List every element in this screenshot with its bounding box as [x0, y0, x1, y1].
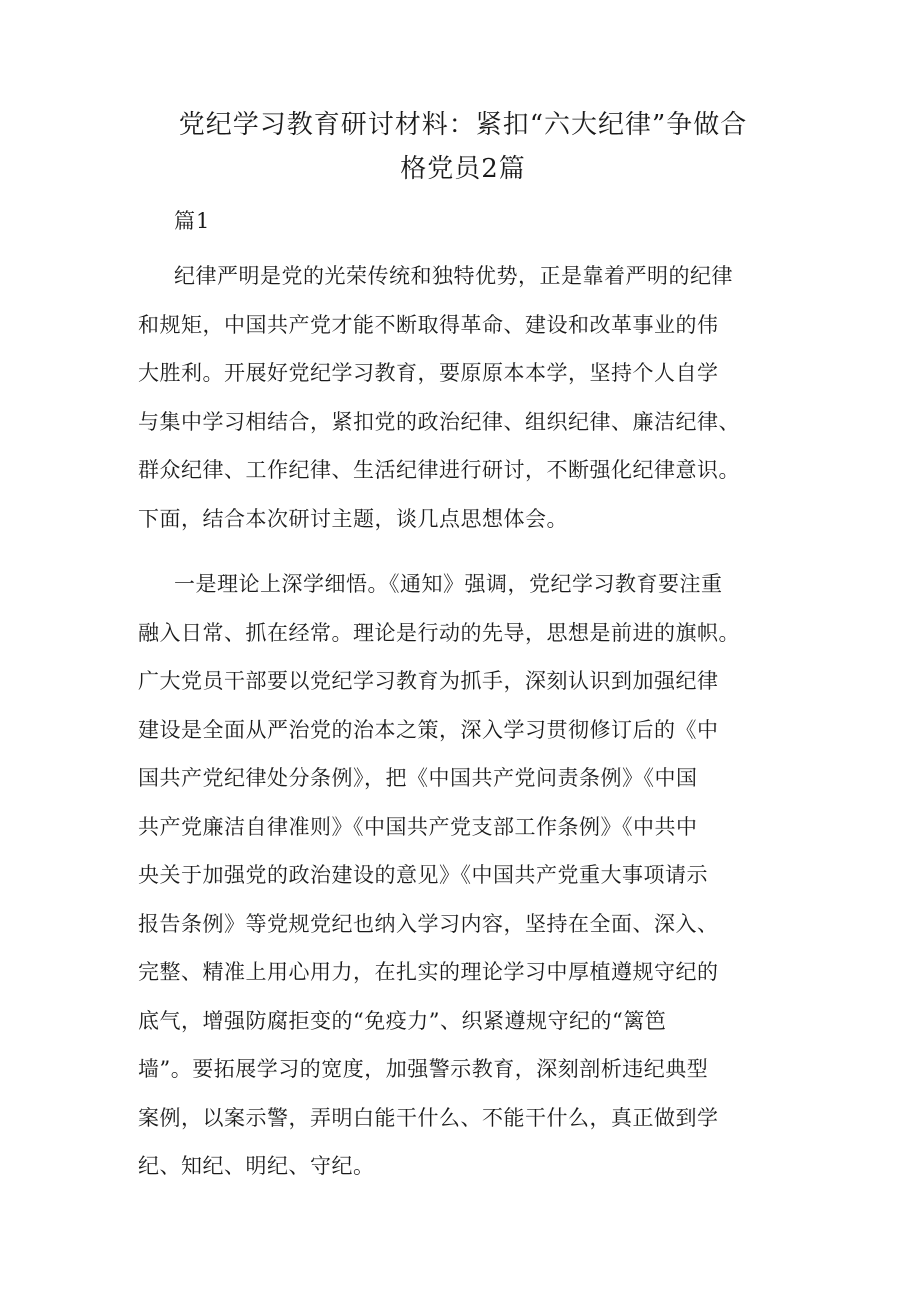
paragraph-theory	[138, 560, 788, 1191]
paragraph-line: 国共产党纪律处分条例》，把《中国共产党问责条例》《中国	[138, 766, 698, 790]
paragraph-line: 建设是全面从严治党的治本之策，深入学习贯彻修订后的《中	[138, 717, 719, 742]
paragraph-line: 墙”。要拓展学习的宽度，加强警示教育，深刻剖析违纪典型	[138, 1057, 709, 1081]
paragraph-line: 底气，增强防腐拒变的“免疫力”、织紧遵规守纪的“篱笆	[138, 1008, 667, 1033]
paragraph-line: 纪律严明是党的光荣传统和独特优势，正是靠着严明的纪律	[174, 264, 733, 288]
paragraph-line: 报告条例》等党规党纪也纳入学习内容，坚持在全面、深入、	[138, 911, 719, 936]
paragraph-line: 下面，结合本次研讨主题，谈几点思想体会。	[138, 506, 568, 531]
paragraph-line: 与集中学习相结合，紧扣党的政治纪律、组织纪律、廉洁纪律、	[138, 409, 740, 434]
paragraph-line: 和规矩，中国共产党才能不断取得革命、建设和改革事业的伟	[138, 312, 719, 337]
paragraph-line: 广大党员干部要以党纪学习教育为抓手，深刻认识到加强纪律	[138, 669, 719, 693]
paragraph-intro	[138, 252, 788, 543]
paragraph-line: 案例，以案示警，弄明白能干什么、不能干什么，真正做到学	[138, 1105, 719, 1130]
paragraph-line: 融入日常、抓在经常。理论是行动的先导，思想是前进的旗帜。	[138, 620, 740, 645]
document-title	[138, 103, 788, 191]
title-line: 格党员2篇	[400, 154, 526, 184]
paragraph-line: 一是理论上深学细悟。《通知》强调，党纪学习教育要注重	[174, 572, 723, 596]
title-line: 党纪学习教育研讨材料：紧扣“六大纪律”争做合	[178, 110, 748, 140]
paragraph-line: 完整、精准上用心用力，在扎实的理论学习中厚植遵规守纪的	[138, 960, 719, 984]
section-label: 篇1	[174, 209, 211, 233]
paragraph-line: 大胜利。开展好党纪学习教育，要原原本本学，坚持个人自学	[138, 361, 719, 385]
paragraph-line: 群众纪律、工作纪律、生活纪律进行研讨，不断强化纪律意识。	[138, 458, 740, 482]
paragraph-line: 纪、知纪、明纪、守纪。	[138, 1154, 375, 1178]
paragraph-line: 共产党廉洁自律准则》《中国共产党支部工作条例》《中共中	[138, 814, 698, 839]
paragraph-line: 央关于加强党的政治建设的意见》《中国共产党重大事项请示	[138, 863, 708, 887]
